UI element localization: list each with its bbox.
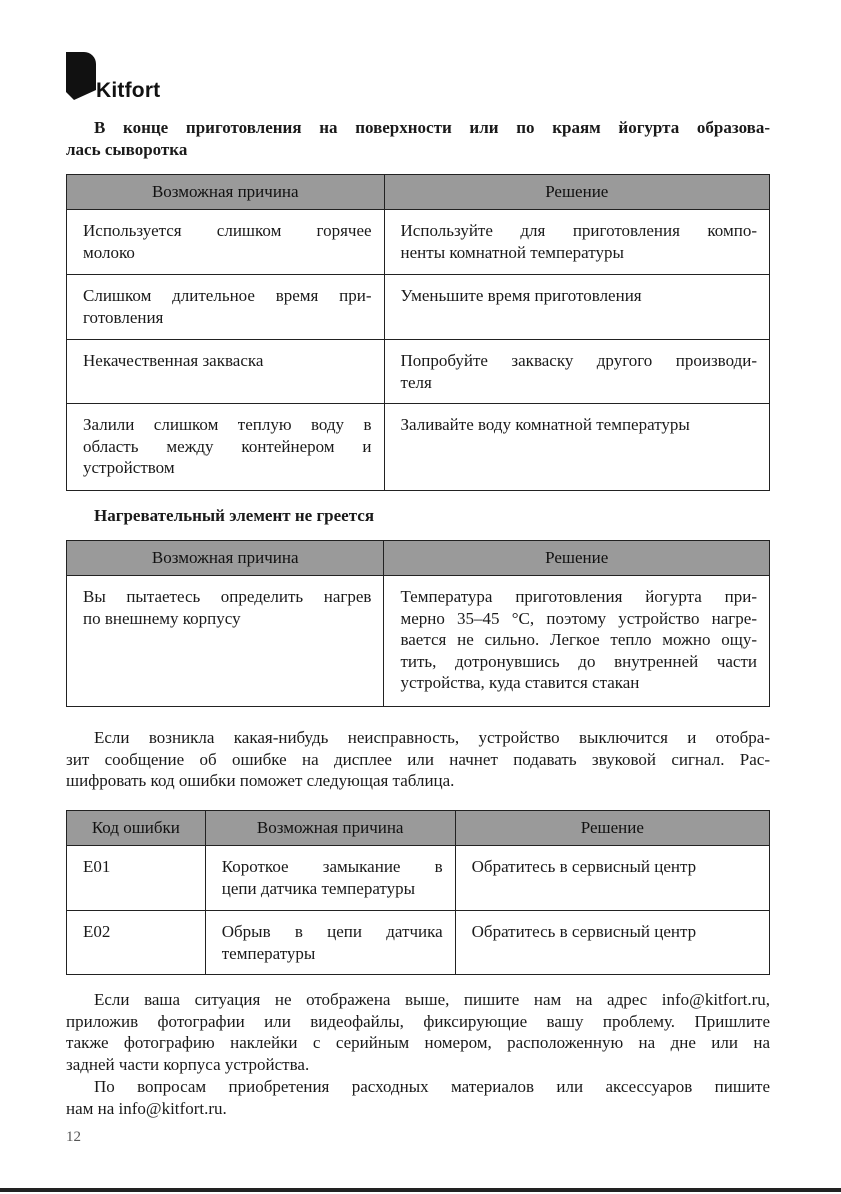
- contact-paragraph: [66, 989, 770, 1075]
- error-code-cell: E01: [67, 846, 206, 911]
- cause-line: Слишком длительное время при-: [83, 286, 372, 305]
- cause-line: молоко: [83, 242, 135, 262]
- header-code: Код ошибки: [67, 811, 206, 846]
- table-row: [67, 576, 770, 707]
- table-row: [67, 210, 770, 275]
- cause-line: температуры: [221, 943, 316, 963]
- solution-line: Температура приготовления йогурта при-: [400, 587, 757, 606]
- header-solution: Решение: [384, 541, 770, 576]
- kitfort-logo-icon: [66, 52, 96, 100]
- cause-line: Обрыв в цепи датчика: [221, 922, 443, 941]
- paragraph-line: зит сообщение об ошибке на дисплее или начнет подавать звуковой сигнал. Рас-: [66, 749, 770, 769]
- solution-line: Попробуйте закваску другого производи-: [400, 351, 757, 370]
- header-cause: Возможная причина: [67, 541, 384, 576]
- table-row: [67, 275, 770, 340]
- cause-cell: [205, 911, 455, 975]
- paragraph-line: По вопросам приобретения расходных материалов или аксессуаров пишите: [94, 1077, 770, 1096]
- cause-cell: [67, 404, 385, 491]
- page-number: 12: [66, 1129, 81, 1145]
- error-intro-paragraph: [66, 727, 770, 792]
- cause-line: Залили слишком теплую воду в: [83, 415, 372, 434]
- solution-line: Заливайте воду комнатной температуры: [400, 415, 690, 434]
- cause-line: цепи датчика температуры: [221, 878, 416, 898]
- solution-cell: [384, 210, 769, 275]
- solution-cell: [384, 340, 769, 404]
- paragraph-line: Если ваша ситуация не отображена выше, пишите нам на адрес info@kitfort.ru,: [94, 990, 770, 1009]
- header-cause: Возможная причина: [205, 811, 455, 846]
- cause-line: Используется слишком горячее: [83, 221, 372, 240]
- solution-line: тить, дотронувшись до внутренней части: [400, 651, 757, 671]
- cause-line: устройством: [83, 458, 175, 477]
- page-bottom-rule: [0, 1188, 841, 1192]
- cause-cell: [67, 576, 384, 707]
- paragraph-line: Если возникла какая-нибудь неисправность, устройство выключится и отобра-: [94, 728, 770, 747]
- solution-line: Уменьшите время приготовления: [400, 286, 642, 305]
- solution-line: устройства, куда ставится стакан: [400, 673, 640, 692]
- header-solution: Решение: [455, 811, 769, 846]
- cause-line: готовления: [83, 307, 164, 327]
- cause-cell: [67, 275, 385, 340]
- solution-cell: [384, 576, 770, 707]
- solution-line: вается не сильно. Легкое тепло можно ощу-: [400, 630, 757, 649]
- brand-name: Kitfort: [96, 79, 161, 102]
- cause-line: по внешнему корпусу: [83, 608, 241, 628]
- cause-line: область между контейнером и: [83, 436, 372, 456]
- solution-cell: Обратитесь в сервисный центр: [455, 846, 769, 911]
- cause-line: Вы пытаетесь определить нагрев: [83, 587, 372, 606]
- paragraph-line: также фотографию наклейки с серийным номером, расположенную на дне или на: [66, 1033, 770, 1052]
- table-header-row: [67, 811, 770, 846]
- header-cause: Возможная причина: [67, 175, 385, 210]
- error-code-table: [66, 810, 770, 975]
- cause-cell: [205, 846, 455, 911]
- table-row: [67, 340, 770, 404]
- cause-cell: [67, 210, 385, 275]
- solution-cell: Обратитесь в сервисный центр: [455, 911, 769, 975]
- table-row: [67, 911, 770, 975]
- solution-line: мерно 35–45 °С, поэтому устройство нагре-: [400, 608, 757, 628]
- paragraph-line: нам на info@kitfort.ru.: [66, 1098, 227, 1118]
- table-row: [67, 404, 770, 491]
- troubleshooting-table-heater: [66, 540, 770, 707]
- purchase-paragraph: [66, 1076, 770, 1119]
- table-header-row: [67, 541, 770, 576]
- section1-heading: [66, 117, 770, 160]
- header-solution: Решение: [384, 175, 769, 210]
- solution-cell: [384, 275, 769, 340]
- solution-line: Используйте для приготовления компо-: [400, 221, 757, 240]
- section1-heading-line: В конце приготовления на поверхности или по краям йогурта образова-: [94, 118, 770, 137]
- solution-line: теля: [400, 372, 432, 392]
- cause-cell: [67, 340, 385, 404]
- error-code-cell: E02: [67, 911, 206, 975]
- section2-heading: [66, 505, 770, 527]
- solution-cell: [384, 404, 769, 491]
- section2-heading-text: Нагревательный элемент не греется: [94, 506, 375, 525]
- solution-line: ненты комнатной температуры: [400, 242, 624, 262]
- section1-heading-line: лась сыворотка: [66, 139, 188, 159]
- cause-line: Короткое замыкание в: [221, 857, 443, 876]
- table-row: [67, 846, 770, 911]
- paragraph-line: приложив фотографии или видеофайлы, фиксирующие вашу проблему. Пришлите: [66, 1011, 770, 1031]
- paragraph-line: шифровать код ошибки поможет следующая таблица.: [66, 771, 455, 790]
- table-header-row: [67, 175, 770, 210]
- paragraph-line: задней части корпуса устройства.: [66, 1054, 310, 1074]
- cause-line: Некачественная закваска: [83, 351, 264, 370]
- troubleshooting-table-whey: [66, 174, 770, 491]
